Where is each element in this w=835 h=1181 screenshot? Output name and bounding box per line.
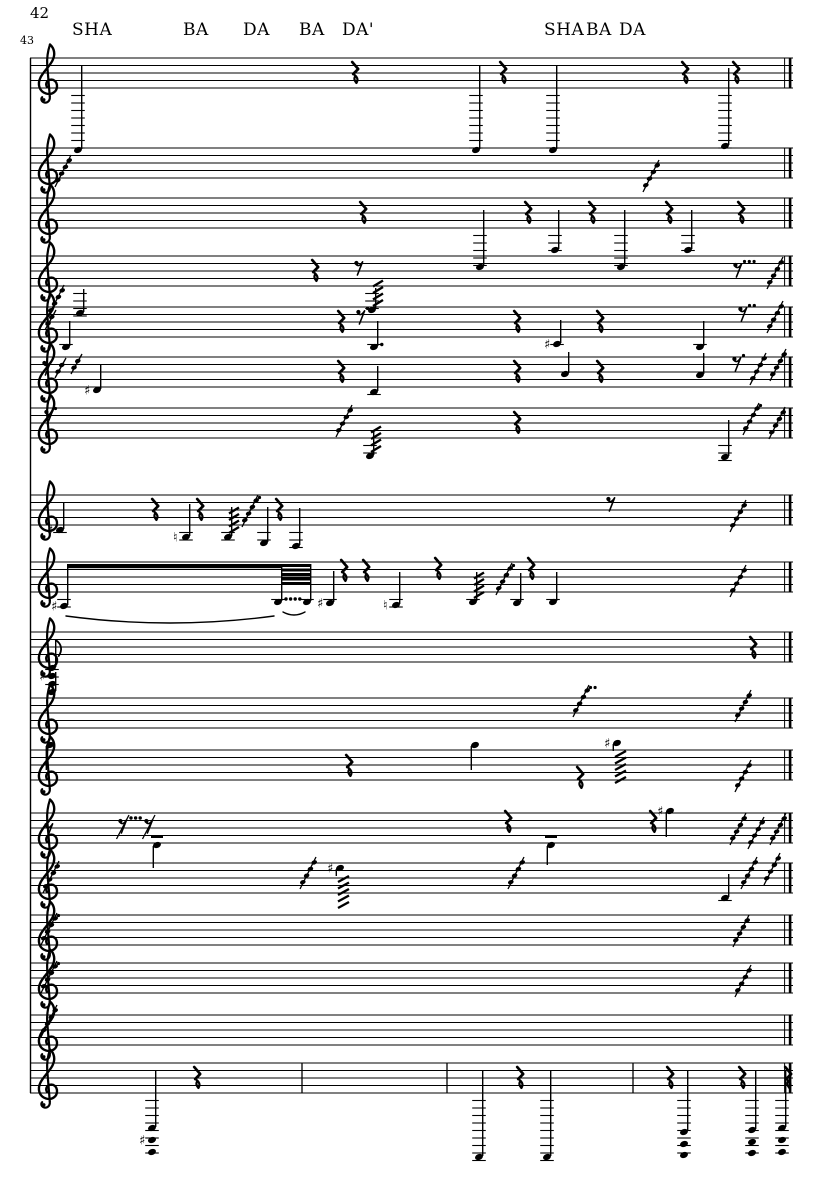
treble-clef-icon [39,549,57,607]
staff-7 [30,395,793,462]
staff-10 [30,619,793,689]
treble-clef-icon [39,185,57,243]
staff-1 [30,45,793,155]
staff-3 [30,185,793,272]
staff-12 [30,737,793,795]
staff-4 [30,243,793,318]
svg-text:♯: ♯ [51,599,58,615]
staff-8 [30,482,793,551]
lyric-syllable: SHA [544,20,585,40]
lyric-syllable: SHA [72,20,113,40]
svg-text:♯: ♯ [604,736,611,752]
staff-16 [30,950,793,1008]
svg-text:♯: ♯ [139,1133,146,1149]
lyric-syllable: DA [619,20,646,40]
treble-clef-icon [39,344,57,402]
treble-clef-icon [39,45,57,103]
svg-text:♯: ♯ [84,383,91,399]
staff-18 [30,1050,793,1162]
svg-text:♮: ♮ [173,530,178,546]
svg-text:♯: ♯ [317,596,324,612]
staff-11 [30,669,793,743]
lyric-syllable: DA [243,20,270,40]
staff-17 [30,1002,793,1060]
treble-clef-icon [39,135,57,193]
svg-text:♯: ♯ [39,669,46,685]
staff-15 [30,902,793,960]
svg-text:♯: ♯ [327,861,334,877]
treble-clef-icon [39,800,57,858]
treble-clef-icon [39,243,57,301]
staff-13 [30,800,793,869]
staff-5 [30,294,793,353]
staff-6 [30,344,793,402]
measure-number-42: 42 [30,4,50,22]
lyric-syllable: DA' [342,20,375,40]
measure-number-43: 43 [20,34,34,47]
lyric-syllable: BA [299,20,325,40]
lyric-syllable: BA [586,20,612,40]
svg-text:♯: ♯ [657,804,664,820]
svg-text:♮: ♮ [383,598,388,614]
svg-text:♯: ♯ [544,337,551,353]
staff-14 [30,850,793,909]
staff-2 [30,135,793,193]
svg-text:♯: ♯ [47,523,54,539]
lyric-syllable: BA [183,20,209,40]
staff-9 [30,549,793,624]
